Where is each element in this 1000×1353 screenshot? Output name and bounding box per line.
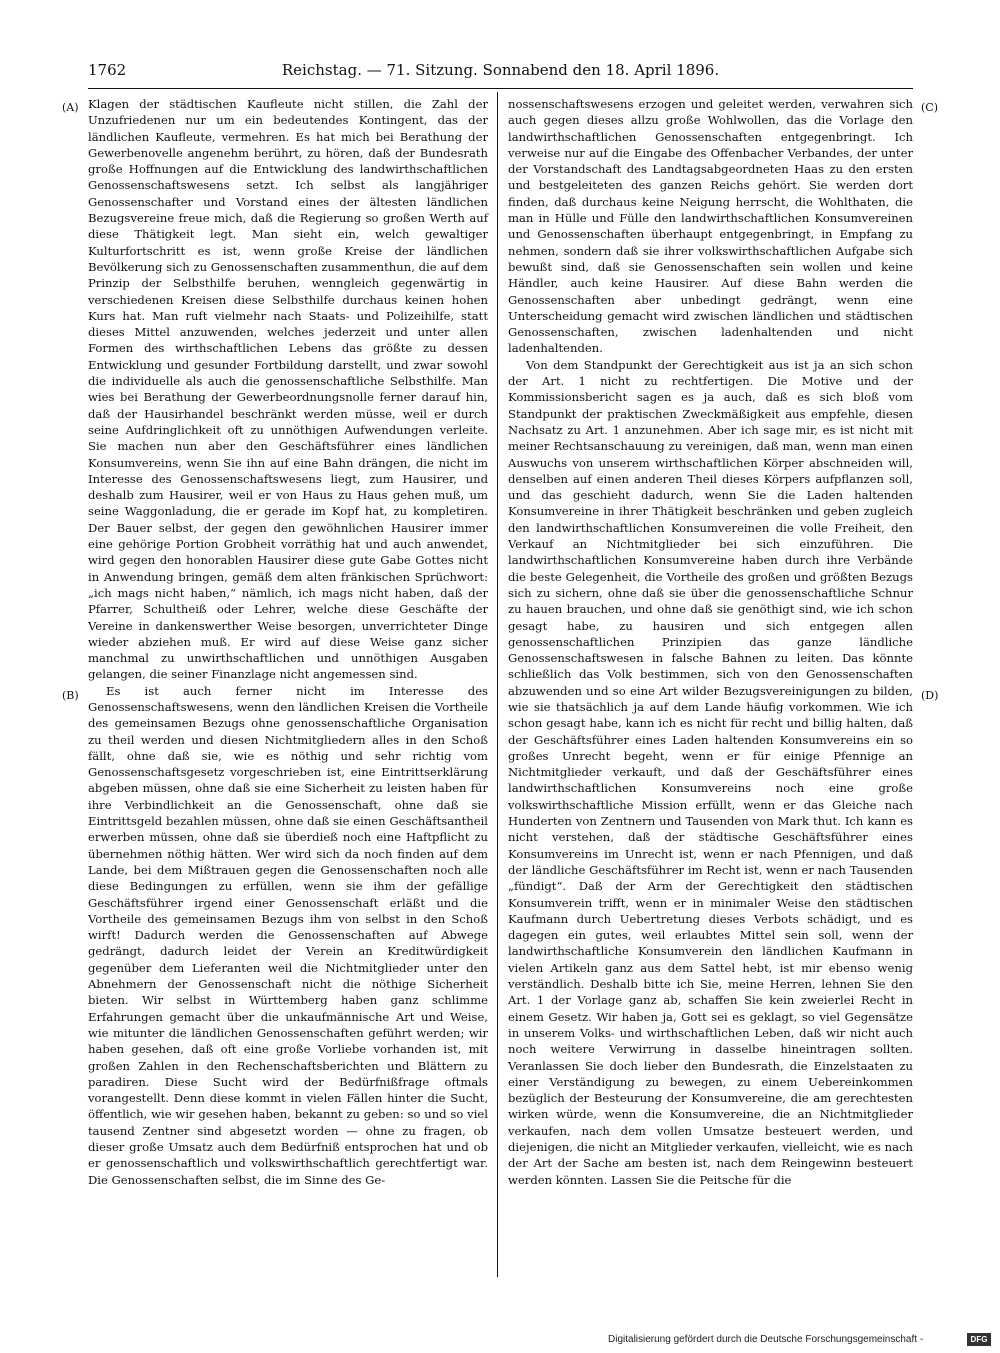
header-rule xyxy=(88,88,913,89)
right-paragraph-1: nossenschaftswesens erzogen und geleitet werden, verwahren sich auch gegen dieses allzu große Wohlwollen, das die Vorlage den landwirthschaftlichen Genossenschaften entgegenbringt. Ich verweise nur auf die Eingabe des Offenbacher Verbandes, der unter der Vorstandschaft des Landtagsabgeordneten Haas zu den ersten und bestgeleiteten des ganzen Reichs gehört. Sie werden dort finden, daß durchaus keine Neigung herrscht, die Wohlthaten, die man in Hülle und Fülle den landwirthschaftlichen Konsumvereinen und Genossenschaften überhaupt entgegenbringt, in Empfang zu nehmen, sondern daß sie ihrer volkswirthschaftlichen Aufgabe sich bewußt sind, daß sie Genossenschaften sein wollen und keine Händler, auch keine Hausirer. Auf diese Bahn werden die Genossenschaften aber unbedingt gedrängt, wenn eine Unterscheidung gemacht wird zwischen ländlichen und städtischen Genossenschaften, zwischen ladenhaltenden und nicht ladenhaltenden. xyxy=(508,97,913,356)
margin-marker-a: (A) xyxy=(62,101,79,114)
left-column xyxy=(88,96,488,1188)
dfg-logo: DFG xyxy=(967,1333,991,1346)
running-title: Reichstag. — 71. Sitzung. Sonnabend den 18. April 1896. xyxy=(281,61,720,79)
margin-marker-c: (C) xyxy=(921,101,938,114)
page-header xyxy=(88,60,913,80)
column-divider xyxy=(497,92,498,1277)
margin-marker-d: (D) xyxy=(921,689,939,702)
right-paragraph-2: Von dem Standpunkt der Gerechtigkeit aus ist ja an sich schon der Art. 1 nicht zu rechtfertigen. Die Motive und der Kommissionsbericht sagen es ja auch, daß es sich bloß vom Standpunkt der praktischen Zweckmäßigkeit aus empfehle, diesen Nachsatz zu Art. 1 anzunehmen. Aber ich sage mir, es ist nicht mit meiner Rechtsanschauung zu vereinigen, daß man, wenn man einen Auswuchs von unserem wirthschaftlichen Körper abschneiden will, denselben auf einen anderen Theil dieses Körpers aufpflanzen soll, und das geschieht dadurch, wenn Sie die Laden haltenden Konsumvereine in ihrer Thätigkeit beschränken und geben zugleich den landwirthschaftlichen Konsumvereinen die volle Freiheit, den Verkauf an Nichtmitglieder bei sich einzuführen. Die landwirthschaftlichen Konsumvereine haben durch ihre Verbände die beste Gelegenheit, die Vortheile des großen und größten Bezugs sich zu sichern, ohne daß sie über die genossenschaftliche Schnur zu hauen brauchen, und ohne daß sie genöthigt sind, wie ich schon gesagt habe, zu hausiren und sich entgegen allen genossenschaftlichen Prinzipien das ganze ländliche Genossenschaftswesen in falsche Bahnen zu leiten. Das könnte schließlich das Volk bestimmen, sich von den Genossenschaften abzuwenden und so eine Art wilder Bezugsvereinigungen zu bilden, wie sie thatsächlich ja auf dem Lande häufig vorkommen. Wie ich schon gesagt habe, kann ich es nicht für recht und billig halten, daß der Geschäftsführer eines Laden haltenden Konsumvereins ein so großes Unrecht begeht, wenn er für einige Pfennige an Nichtmitglieder verkauft, und daß der Geschäftsführer eines landwirthschaftlichen Konsumvereins noch eine große volkswirthschaftliche Mission erfüllt, wenn er das Gleiche nach Hunderten von Zentnern und Tausenden von Mark thut. Ich kann es nicht verstehen, daß der städtische Geschäftsführer eines Konsumvereins im Unrecht ist, wenn er nach Pfennigen, und daß der ländliche Geschäftsführer im Recht ist, wenn er nach Tausenden „fündigt“. Daß der Arm der Gerechtigkeit den städtischen Konsumverein trifft, wenn er in minimaler Weise den städtischen Kaufmann durch Uebertretung dieses Verbots schädigt, und es dagegen ein gutes, weil erlaubtes Mittel sein soll, wenn der landwirthschaftliche Konsumverein den ländlichen Kaufmann in vielen Artikeln ganz aus dem Sattel hebt, ist mir ebenso wenig verständlich. Deshalb bitte ich Sie, meine Herren, lehnen Sie den Art. 1 der Vorlage ganz ab, schaffen Sie kein zweierlei Recht in einem Gesetz. Wir haben ja, Gott sei es geklagt, so viel Gegensätze in unserem Volks- und wirthschaftlichen Leben, daß wir nicht auch noch weitere Verwirrung in dasselbe hineintragen sollten. Veranlassen Sie doch lieber den Bundesrath, die Einzelstaaten zu einer Verständigung zu bewegen, zu einem Uebereinkommen bezüglich der Besteurung der Konsumvereine, die am gerechtesten wirken würde, wenn die Konsumvereine, die an Nichtmitglieder verkaufen, nach dem vollen Umsatze besteuert werden, und diejenigen, die nicht an Mitglieder verkaufen, vielleicht, wie es nach der Art der Sache am besten ist, nach dem Reingewinn besteuert werden könnten. Lassen Sie die Peitsche für die xyxy=(508,357,913,1187)
margin-marker-b: (B) xyxy=(62,689,79,702)
left-paragraph-1: Klagen der städtischen Kaufleute nicht stillen, die Zahl der Unzufriedenen nur um ein bedeutendes Kontingent, das der ländlichen Kaufleute, vermehren. Es hat mich bei Berathung der Gewerbenovelle angenehm berührt, zu hören, daß der Bundesrath große Hoffnungen auf die Entwicklung des landwirthschaftlichen Genossenschaftswesens setzt. Ich selbst als langjähriger Genossenschafter und Vorstand eines der ältesten ländlichen Bezugsvereine freue mich, daß die Regierung so großen Werth auf diese Thätigkeit legt. Man sieht ein, welch gewaltiger Kulturfortschritt es ist, wenn große Kreise der ländlichen Bevölkerung sich zu Genossenschaften zusammenthun, die auf dem Prinzip der Selbsthilfe beruhen, wenngleich gegenwärtig in verschiedenen Kreisen diese Selbsthilfe durchaus keinen hohen Kurs hat. Man ruft vielmehr nach Staats- und Polizeihilfe, statt dieses Mittel anzuwenden, welches jederzeit und unter allen Formen des wirthschaftlichen Lebens das größte zu dessen Entwicklung und gesunder Fortbildung darstellt, und zwar sowohl die individuelle als auch die genossenschaftliche Selbsthilfe. Man wies bei Berathung der Gewerbeordnungsnolle ferner darauf hin, daß der Hausirhandel beschränkt werden müsse, weil er durch seine Aufdringlichkeit oft zu unnöthigen Aufwendungen verleite. Sie machen nun aber den Geschäftsführer eines ländlichen Konsumvereins, wenn Sie ihn auf eine Bahn drängen, die nicht im Interesse des Genossenschaftswesens liegt, zum Hausirer, und deshalb zum Hausirer, weil er von Haus zu Haus gehen muß, um seine Waggonladung, die er gerade im Kopf hat, zu kompletiren. Der Bauer selbst, der gegen den gewöhnlichen Hausirer immer eine gehörige Portion Grobheit vorräthig hat und auch anwendet, wird gegen den honorablen Hausirer diese gute Gabe Gottes nicht in Anwendung bringen, gemäß dem alten fränkischen Sprüchwort: „ich mags nicht haben,“ nämlich, ich mags nicht haben, daß der Pfarrer, Schultheiß oder Lehrer, welche diese Geschäfte der Vereine in dankenswerther Weise besorgen, unverrichteter Dinge wieder abziehen muß. Er wird auf diese Weise ganz sicher manchmal zu unwirthschaftlichen und unnöthigen Ausgaben gelangen, die seiner Finanzlage nicht angemessen sind. xyxy=(88,97,488,682)
page-number: 1762 xyxy=(88,61,127,79)
left-paragraph-2: Es ist auch ferner nicht im Interesse des Genossenschaftswesens, wenn den ländlichen Kreisen die Vortheile des gemeinsamen Bezugs ohne genossenschaftliche Organisation zu theil werden und diesen Nichtmitgliedern alles in den Schoß fällt, ohne daß sie, wie es nöthig und sehr richtig vom Genossenschaftsgesetz vorgeschrieben ist, eine Eintrittserklärung abgeben müssen, ohne daß sie eine Sicherheit zu leisten haben für ihre Verbindlichkeit an die Genossenschaft, ohne daß sie Eintrittsgeld bezahlen müssen, ohne daß sie einen Geschäftsantheil erwerben müssen, ohne daß sie überdieß noch eine Haftpflicht zu übernehmen nöthig hätten. Wer wird sich da noch finden auf dem Lande, bei dem Mißtrauen gegen die Genossenschaften noch alle diese Bedingungen zu erfüllen, wenn sie ihm der gefällige Geschäftsführer irgend einer Genossenschaft erläßt und die Vortheile des gemeinsamen Bezugs ihm von selbst in den Schoß wirft! Dadurch werden die Genossenschaften auf Abwege gedrängt, dadurch leidet der Verein an Kreditwürdigkeit gegenüber dem Lieferanten weil die Nichtmitglieder unter den Abnehmern der Genossenschaft nicht die nöthige Sicherheit bieten. Wir selbst in Württemberg haben ganz schlimme Erfahrungen gemacht über die unkaufmännische Art und Weise, wie mitunter die ländlichen Genossenschaften geführt werden; wir haben gesehen, daß oft eine große Vorliebe vorhanden ist, mit großen Zahlen in den Rechenschaftsberichten und Blättern zu paradiren. Diese Sucht wird der Bedürfnißfrage oftmals vorangestellt. Denn diese kommt in vielen Fällen hinter die Sucht, öffentlich, wie wir gesehen haben, bekannt zu geben: so und so viel tausend Zentner sind abgesetzt worden — ohne zu fragen, ob dieser große Umsatz auch dem Bedürfniß entsprochen hat und ob er genossenschaftlich und volkswirthschaftlich gerechtfertigt war. Die Genossenschaften selbst, die im Sinne des Ge- xyxy=(88,683,488,1187)
digitization-credit: Digitalisierung gefördert durch die Deutsche Forschungsgemeinschaft - xyxy=(608,1334,924,1345)
right-column xyxy=(508,96,913,1188)
